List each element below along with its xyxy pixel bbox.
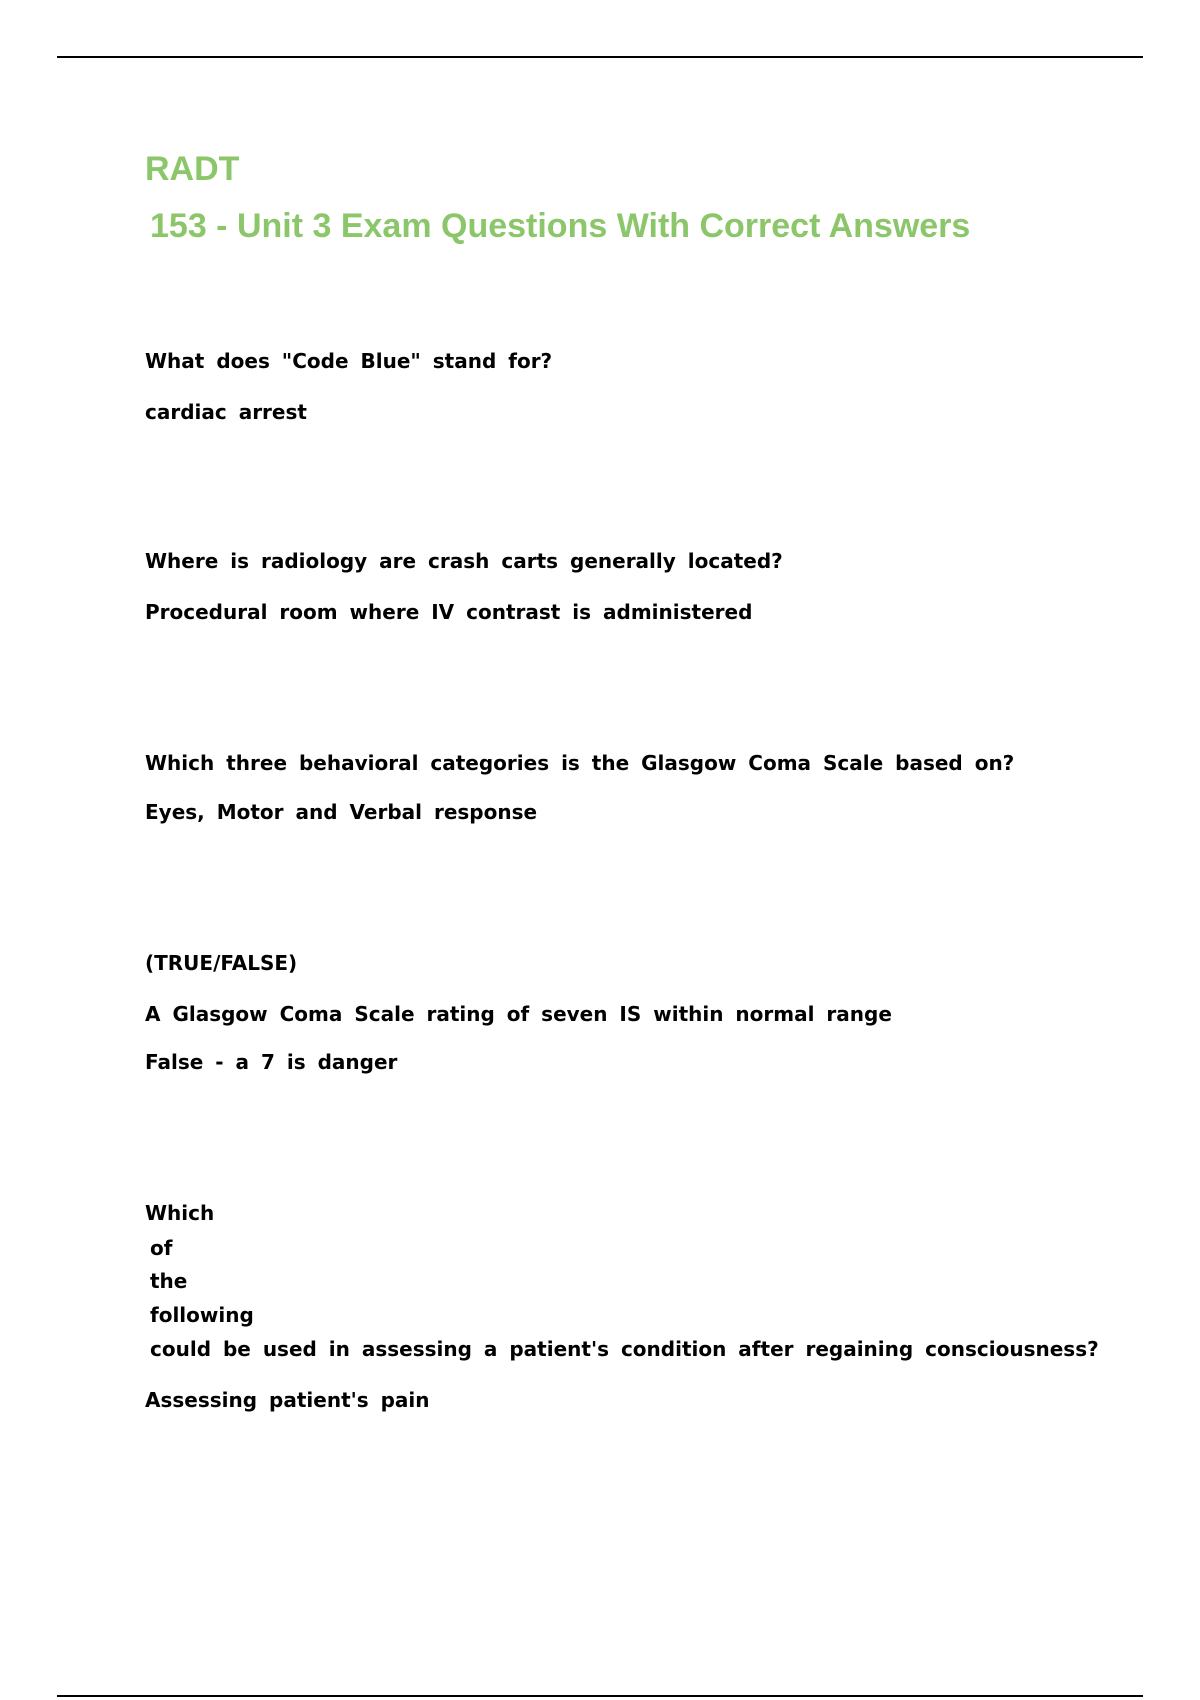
bottom-rule	[57, 1695, 1143, 1697]
document-title-line-1: RADT	[145, 150, 240, 188]
question-2: Where is radiology are crash carts generally located?	[145, 549, 783, 573]
question-4-prefix: (TRUE/FALSE)	[145, 951, 298, 975]
answer-1: cardiac arrest	[145, 400, 307, 424]
question-5-line-3: the	[150, 1269, 188, 1293]
answer-3: Eyes, Motor and Verbal response	[145, 800, 538, 824]
question-5-line-2: of	[150, 1236, 173, 1260]
question-5-line-4: following	[150, 1303, 254, 1327]
top-rule	[57, 56, 1143, 58]
question-3: Which three behavioral categories is the Glasgow Coma Scale based on?	[145, 751, 1015, 775]
answer-5: Assessing patient's pain	[145, 1388, 430, 1412]
question-4: A Glasgow Coma Scale rating of seven IS within normal range	[145, 1002, 892, 1026]
answer-4: False - a 7 is danger	[145, 1050, 398, 1074]
answer-2: Procedural room where IV contrast is administered	[145, 600, 753, 624]
document-title-line-2: 153 - Unit 3 Exam Questions With Correct Answers	[150, 207, 971, 245]
question-5-line-1: Which	[145, 1201, 215, 1225]
question-1: What does "Code Blue" stand for?	[145, 349, 553, 373]
question-5-line-5: could be used in assessing a patient's condition after regaining consciousness?	[150, 1337, 1099, 1361]
